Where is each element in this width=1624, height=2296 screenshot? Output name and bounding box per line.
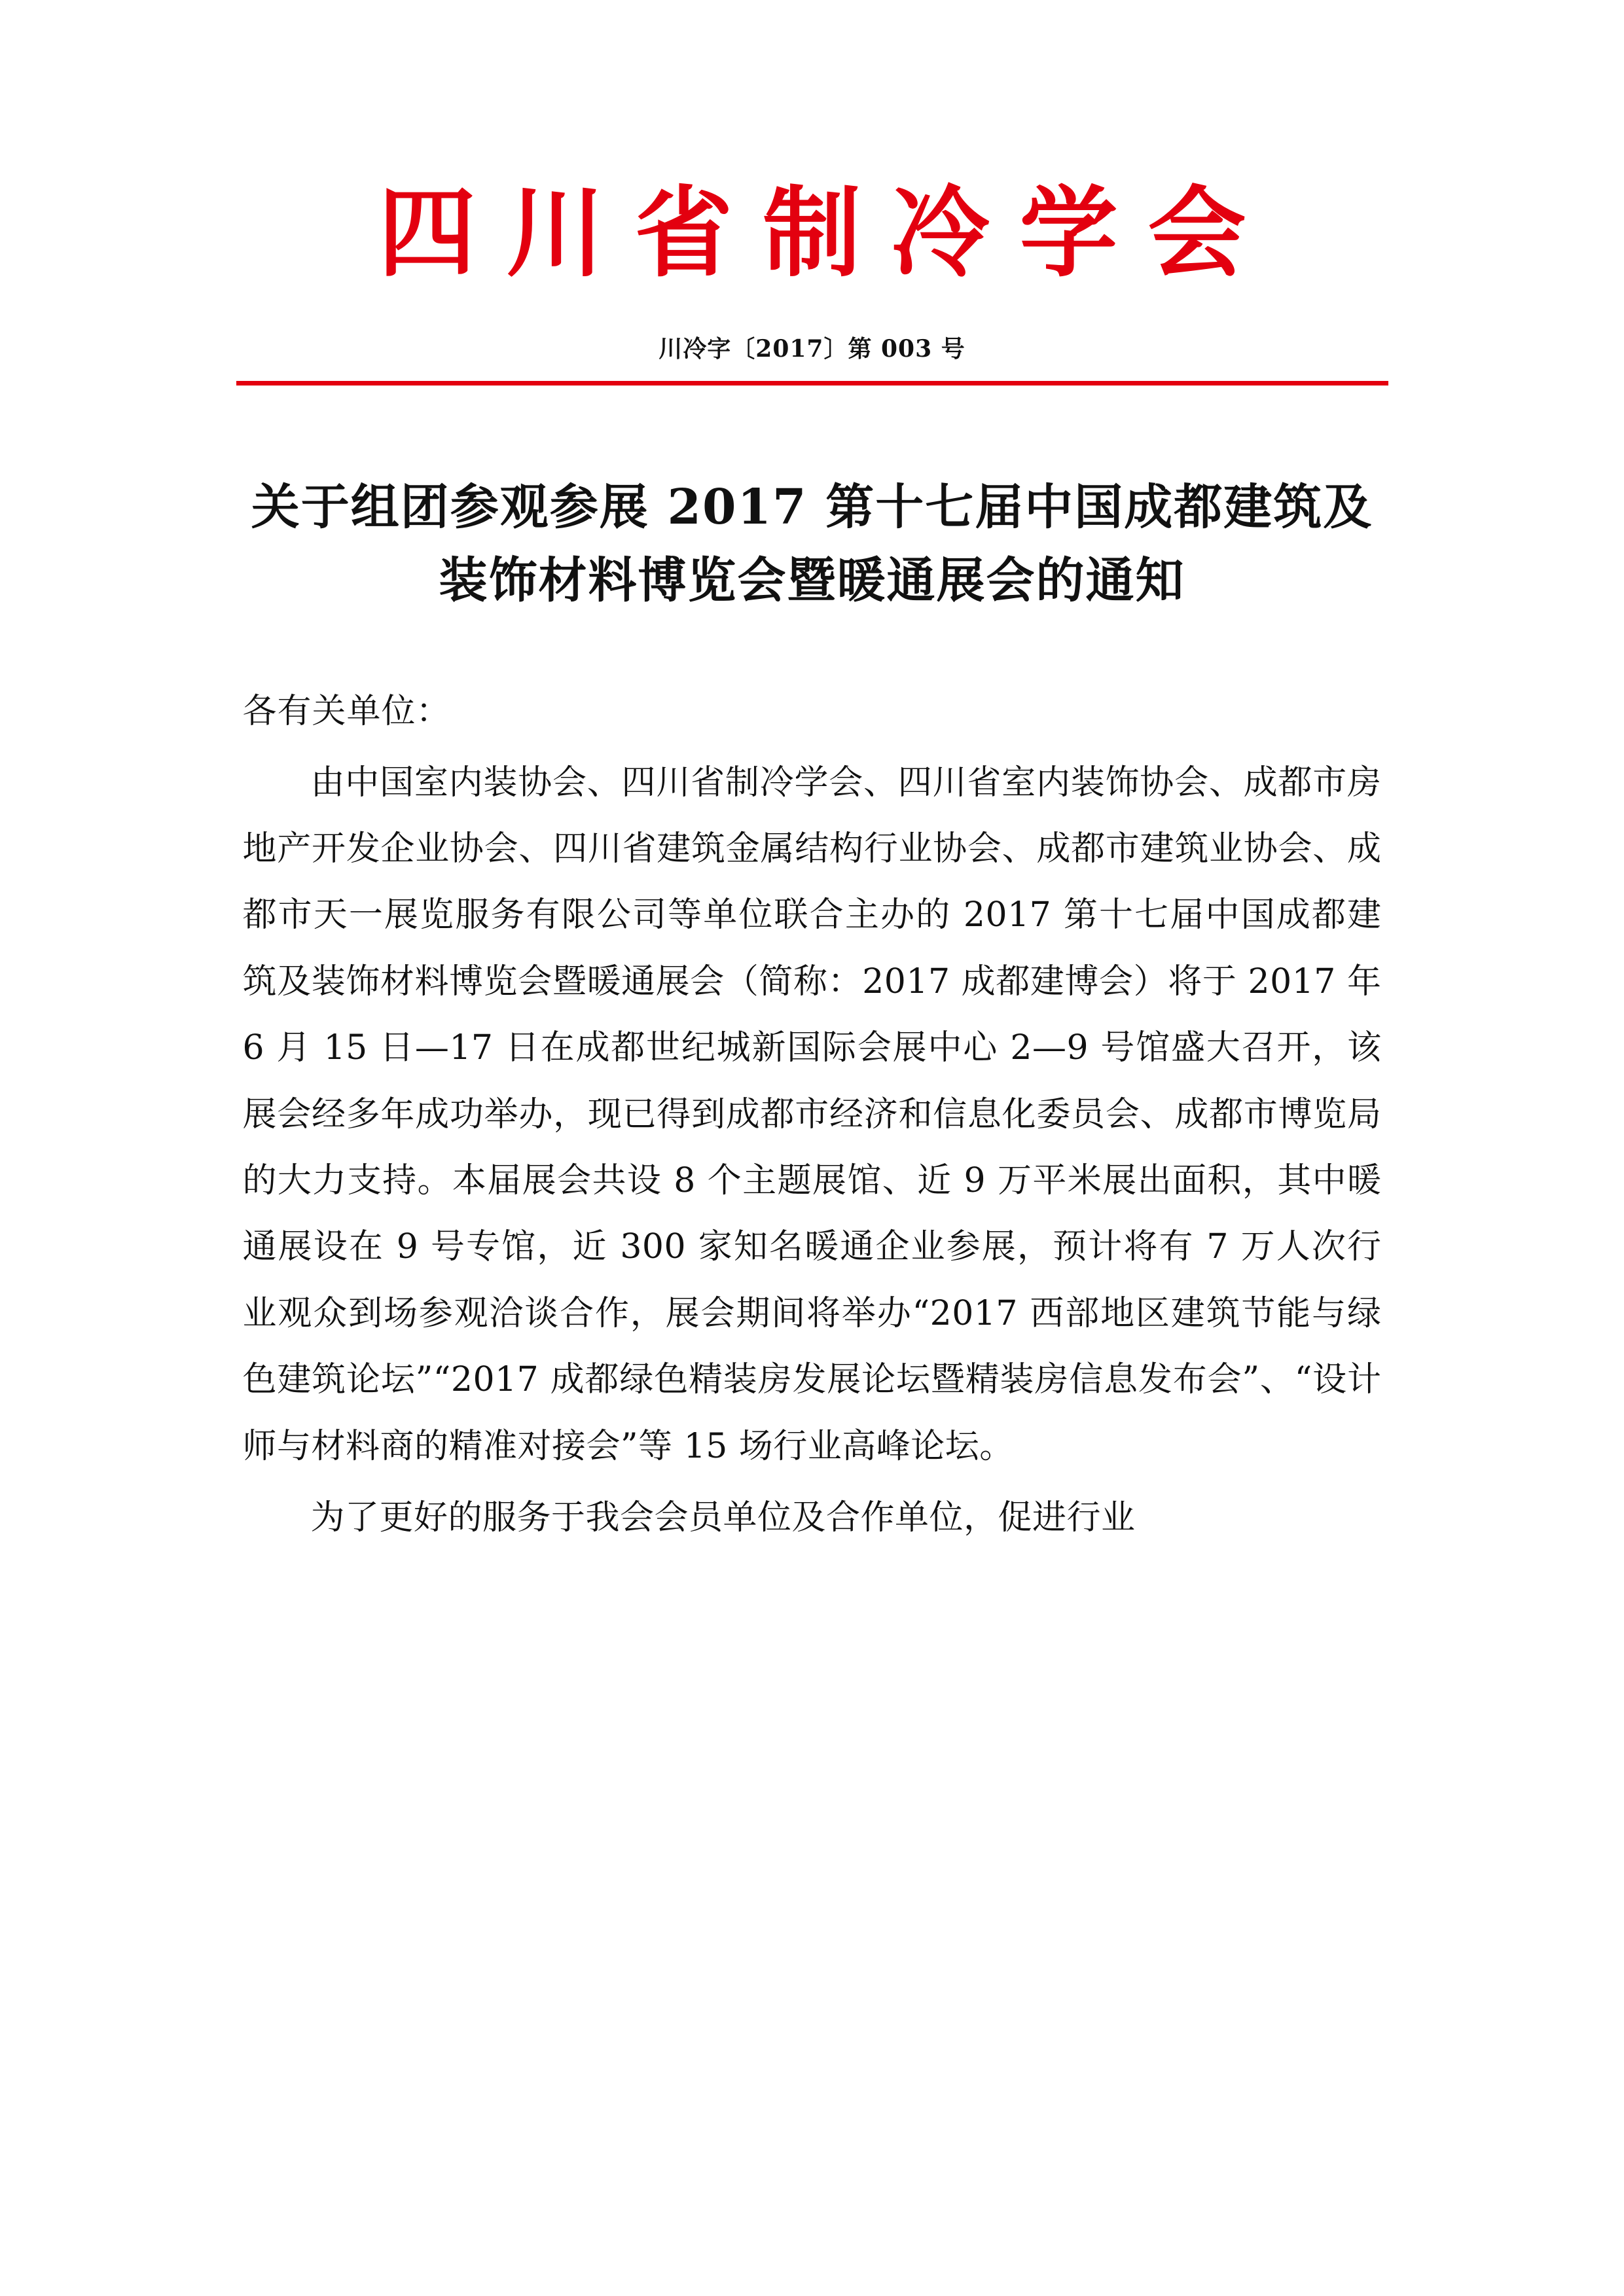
letterhead [0, 0, 1624, 386]
body-paragraph: 为了更好的服务于我会会员单位及合作单位，促进行业 [310, 1498, 1136, 1537]
document-number: 川冷字〔2017〕第 003 号 [659, 334, 965, 363]
document-body [243, 680, 1382, 1551]
red-divider-rule [236, 381, 1388, 386]
page-title: 关于组团参观参展 2017 第十七届中国成都建筑及装饰材料博览会暨暖通展会的通知 [251, 478, 1373, 609]
body-paragraph: 由中国室内装协会、四川省制冷学会、四川省室内装饰协会、成都市房地产开发企业协会、四川省建筑金属结构行业协会、成都市建筑业协会、成都市天一展览服务有限公司等单位联合主办的 2017 第十七届中国成都建筑及装饰材料博览会暨暖通展会（简称：2017 成都建博会）将于 2017 年 6 月 15 日—17 日在成都世纪城新国际会展中心 2—9 号馆盛大召开，该展会经多年成功举办，现已得到成都市经济和信息化委员会、成都市博览局的大力支持。本届展会共设 8 个主题展馆、近 9 万平米展出面积，其中暖通展设在 9 号专馆，近 300 家知名暖通企业参展，预计将有 7 万人次行业观众到场参观洽谈合作，展会期间将举办“2017 西部地区建筑节能与绿色建筑论坛”“2017 成都绿色精装房发展论坛暨精装房信息发布会”、“设计师与材料商的精准对接会”等 15 场行业高峰论坛。 [242, 762, 1382, 1466]
salutation: 各有关单位： [242, 692, 451, 732]
organization-name: 四川省制冷学会 [378, 175, 1276, 291]
